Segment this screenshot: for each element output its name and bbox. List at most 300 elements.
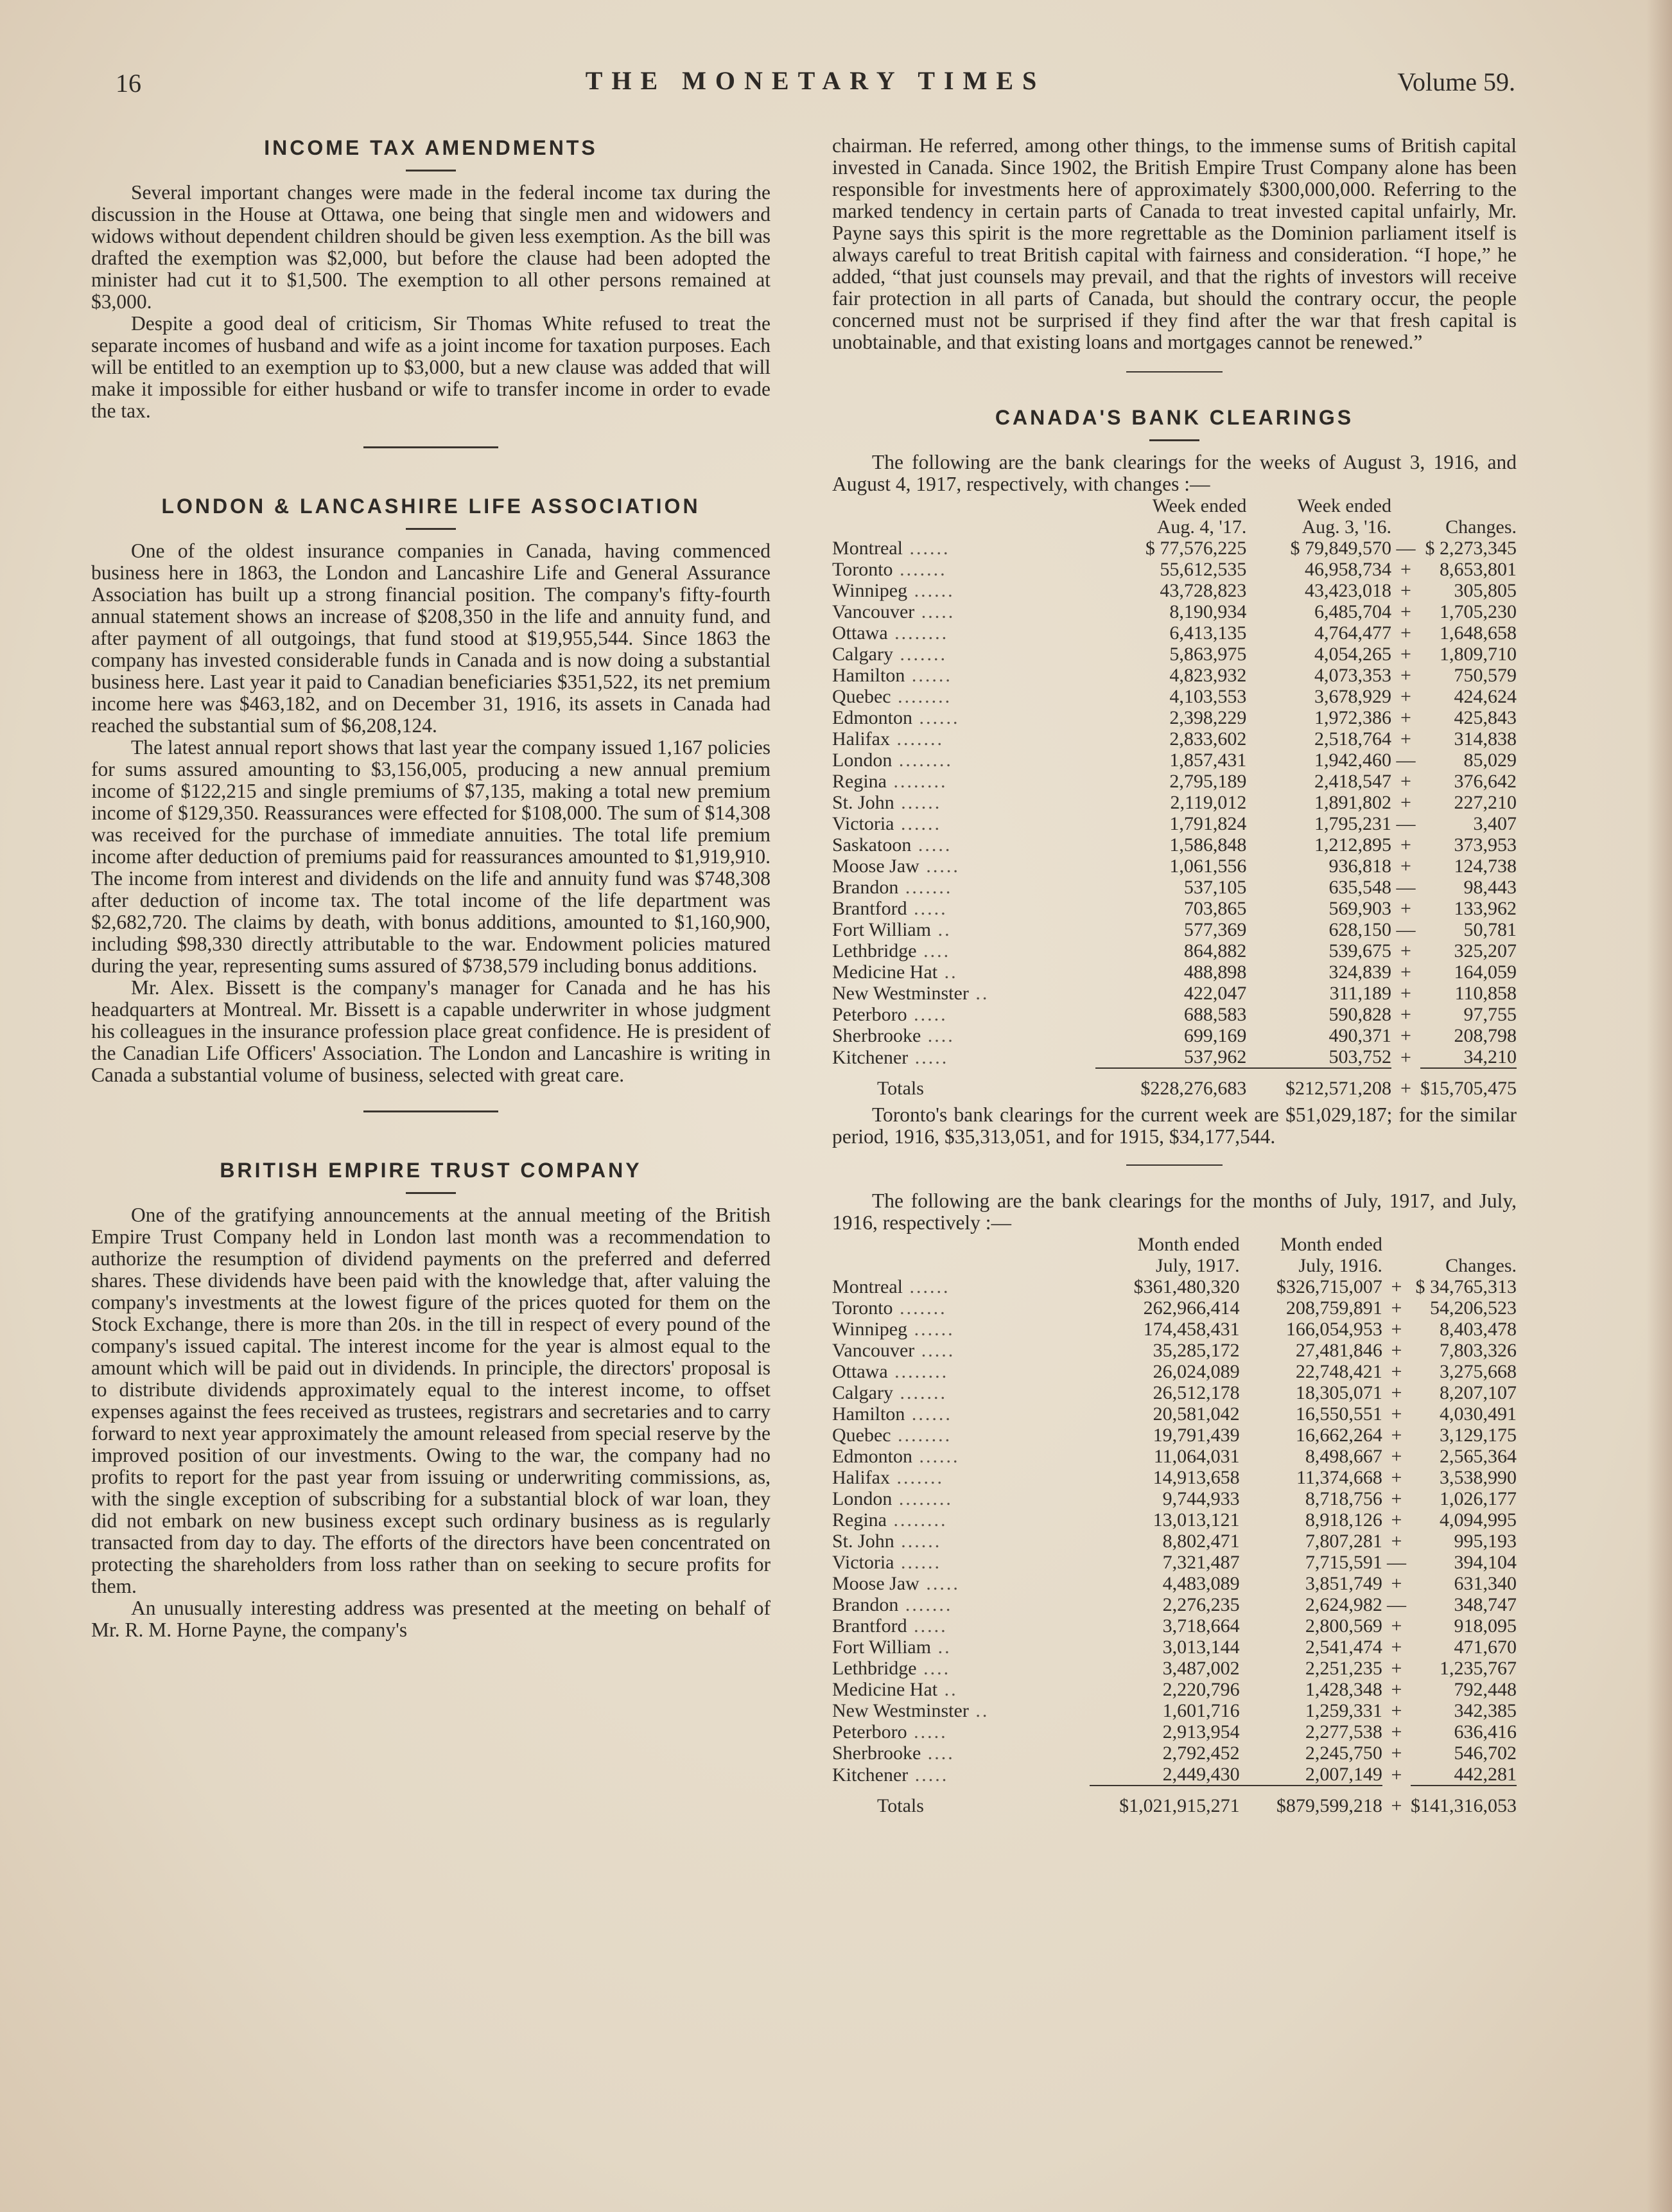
income-tax-paragraph-1: Several important changes were made in the federal income tax during the discussion in the House at Ottawa, one being that single men and widowers and widows without dependent children should be given less exemption. As the bill was drafted the exemption was $2,000, but before the clause had been adopted the minister had cut it to $1,500. The exemption to all other persons remained at $3,000. (91, 181, 771, 313)
change-value-cell: 8,403,478 (1440, 1319, 1517, 1340)
change-value-cell: 97,755 (1463, 1004, 1517, 1025)
current-value-cell: 26,512,178 (1153, 1382, 1240, 1403)
current-value-cell: 488,898 (1183, 961, 1247, 983)
city-name: Moose Jaw (832, 1573, 919, 1594)
monthly-intro: The following are the bank clearings for the months of July, 1917, and July, 1916, respectively :— (832, 1189, 1517, 1234)
page-spine-shadow (1646, 0, 1672, 2212)
table-row (832, 1764, 1517, 1786)
city-cell (832, 1425, 1090, 1446)
table-row (832, 1509, 1517, 1531)
city-cell (832, 856, 1095, 877)
change-sign-cell: + (1400, 644, 1411, 665)
table-row (832, 1573, 1517, 1594)
change-sign-cell: + (1391, 1764, 1402, 1786)
leader-dots: ....... (893, 559, 947, 580)
city-name: Calgary (832, 1382, 893, 1403)
city-name: Toronto (832, 559, 893, 580)
current-value-cell: 43,728,823 (1160, 580, 1247, 601)
page-number: 16 (116, 69, 141, 98)
current-value-cell: 174,458,431 (1143, 1319, 1240, 1340)
prior-value-cell: 635,548 (1328, 877, 1392, 898)
totals-change: $141,316,053 (1411, 1795, 1517, 1816)
prior-value-cell: 936,818 (1328, 856, 1392, 877)
leader-dots: .... (921, 1742, 955, 1764)
city-cell (832, 792, 1095, 813)
change-sign-cell: + (1400, 1004, 1411, 1025)
city-name: London (832, 1488, 893, 1509)
prior-value-cell: 2,418,547 (1314, 771, 1392, 792)
city-name: Vancouver (832, 601, 915, 622)
city-name: Calgary (832, 644, 893, 665)
city-cell (832, 1573, 1090, 1594)
current-value-cell: 537,105 (1183, 877, 1247, 898)
city-name: St. John (832, 1531, 894, 1552)
current-value-cell: 7,321,487 (1162, 1552, 1240, 1573)
title-rule (406, 170, 456, 171)
prior-value-cell: 1,428,348 (1305, 1679, 1382, 1700)
change-value-cell: 4,030,491 (1440, 1403, 1517, 1425)
income-tax-paragraph-2: Despite a good deal of criticism, Sir Thomas White refused to treat the separate incomes of husband and wife as a joint income for taxation purposes. Each will be entitled to an exemption up to $3,000, but a new clause was added that will make it impossible for either husband or wife to transfer income in order to evade the tax. (91, 312, 771, 422)
leader-dots: .. (937, 1679, 958, 1700)
current-value-cell: 19,791,439 (1153, 1425, 1240, 1446)
leader-dots: ....... (893, 1297, 947, 1319)
change-sign-cell: + (1391, 1679, 1402, 1700)
city-cell (832, 1764, 1090, 1786)
current-value-cell: 537,962 (1095, 1046, 1246, 1068)
city-cell (832, 1046, 1095, 1068)
totals-row (832, 1786, 1517, 1816)
table-row (832, 877, 1517, 898)
city-name: New Westminster (832, 1700, 969, 1721)
current-value-cell: 422,047 (1183, 983, 1247, 1004)
table-header-row (832, 1255, 1517, 1276)
left-column (91, 135, 771, 1641)
prior-value-cell: 46,958,734 (1305, 559, 1392, 580)
city-name: Hamilton (832, 1403, 905, 1425)
change-sign-cell: — (1396, 919, 1416, 940)
city-cell (832, 1025, 1095, 1046)
city-cell (832, 728, 1095, 750)
change-sign-cell: + (1391, 1276, 1402, 1297)
table-row (832, 1467, 1517, 1488)
city-cell (832, 1637, 1090, 1658)
running-header (116, 59, 1515, 98)
change-value-cell: 227,210 (1454, 792, 1517, 813)
change-value-cell: 792,448 (1454, 1679, 1517, 1700)
table-row (832, 1658, 1517, 1679)
leader-dots: ...... (912, 1446, 960, 1467)
current-value-cell: 1,857,431 (1169, 750, 1247, 771)
change-value-cell: 918,095 (1454, 1615, 1517, 1637)
city-cell (832, 919, 1095, 940)
prior-value-cell: 27,481,846 (1295, 1340, 1382, 1361)
prior-value-cell: 8,918,126 (1305, 1509, 1382, 1531)
leader-dots: .. (968, 983, 989, 1004)
table-row (832, 559, 1517, 580)
table-row (832, 1361, 1517, 1382)
table-row (832, 1594, 1517, 1615)
table-row (832, 1700, 1517, 1721)
city-name: St. John (832, 792, 894, 813)
current-value-cell: 262,966,414 (1143, 1297, 1240, 1319)
change-value-cell: 133,962 (1454, 898, 1517, 919)
column-header (1420, 495, 1517, 516)
city-name: Edmonton (832, 707, 912, 728)
section-divider (1126, 371, 1223, 373)
city-cell (832, 1700, 1090, 1721)
city-name: Halifax (832, 1467, 890, 1488)
change-value-cell: $ 34,765,313 (1415, 1276, 1517, 1297)
city-name: Ottawa (832, 1361, 888, 1382)
prior-value-cell: 590,828 (1328, 1004, 1392, 1025)
table-row (832, 1679, 1517, 1700)
change-value-cell: 34,210 (1420, 1046, 1517, 1068)
city-cell (832, 1382, 1090, 1403)
london-lancashire-paragraph-3: Mr. Alex. Bissett is the company's manager for Canada and he has his headquarters at Montreal. Mr. Bissett is a capable underwriter in whose judgment his colleagues in the insurance profession place great confidence. He is president of the Canadian Life Officers' Association. The London and Lancashire is writing in Canada a substantial volume of business, selected with great care. (91, 976, 771, 1086)
change-value-cell: 7,803,326 (1440, 1340, 1517, 1361)
change-value-cell: 394,104 (1454, 1552, 1517, 1573)
leader-dots: ..... (908, 1764, 949, 1786)
city-name: Peterboro (832, 1721, 907, 1742)
city-cell (832, 1594, 1090, 1615)
city-cell (832, 1679, 1090, 1700)
leader-dots: ....... (893, 644, 947, 665)
prior-value-cell: 7,715,591 (1305, 1552, 1382, 1573)
change-value-cell: 124,738 (1454, 856, 1517, 877)
british-empire-paragraph-1: One of the gratifying announcements at the annual meeting of the British Empire Trust Company held in London last month was a recommendation to authorize the resumption of dividend payments on the preferred and deferred shares. These dividends have been paid with the knowledge that, after valuing the company's investments at the lowest figure of the prices quoted for them on the Stock Exchange, there is more than 20s. in the till in respect of every pound of the company's issued capital. The interest income for the year is almost equal to the amount which will be paid out in dividends. In principle, the directors' proposal is to distribute dividends approximately equal to the interest income, to offset expenses against the fees received as trustees, registrars and secretaries and to carry forward to next year approximately the amount released from special reserve by the improved position of our investments. Owing to the war, the company had no profits to report for the past year from issuing or underwriting commissions, as, with the single exception of subscribing for a substantial block of war loan, they did not embark on new business except such ordinary business as is regularly transacted from day to day. The efforts of the directors have been concentrated on protecting the shareholders from loss rather than on seeking to secure profits for them. (91, 1204, 771, 1597)
leader-dots: ....... (893, 1382, 947, 1403)
change-value-cell: 8,653,801 (1440, 559, 1517, 580)
table-row (832, 856, 1517, 877)
section-divider (363, 1110, 498, 1112)
prior-value-cell: 8,718,756 (1305, 1488, 1382, 1509)
city-name: Regina (832, 1509, 887, 1531)
change-sign-cell: + (1391, 1319, 1402, 1340)
change-value-cell: 3,407 (1473, 813, 1517, 834)
change-sign-cell: + (1400, 728, 1411, 750)
prior-value-cell: 22,748,421 (1295, 1361, 1382, 1382)
leader-dots: .... (916, 1658, 951, 1679)
city-name: Victoria (832, 1552, 894, 1573)
prior-value-cell: 628,150 (1328, 919, 1392, 940)
city-cell (832, 1446, 1090, 1467)
leader-dots: ........ (892, 1488, 953, 1509)
current-value-cell: $ 77,576,225 (1145, 538, 1247, 559)
prior-value-cell: 1,972,386 (1314, 707, 1392, 728)
prior-value-cell: 2,624,982 (1305, 1594, 1382, 1615)
leader-dots: .. (937, 961, 958, 983)
table-row (832, 1615, 1517, 1637)
current-value-cell: 699,169 (1183, 1025, 1247, 1046)
change-value-cell: 442,281 (1411, 1764, 1517, 1786)
table-row (832, 1446, 1517, 1467)
change-value-cell: 98,443 (1463, 877, 1517, 898)
change-value-cell: 376,642 (1454, 771, 1517, 792)
city-name: Fort William (832, 1637, 932, 1658)
column-header: Month ended (1280, 1234, 1382, 1255)
table-row (832, 1531, 1517, 1552)
current-value-cell: 11,064,031 (1153, 1446, 1240, 1467)
city-cell (832, 580, 1095, 601)
leader-dots: ........ (887, 622, 949, 644)
weekly-clearings-table (832, 495, 1517, 1099)
change-value-cell: 85,029 (1463, 750, 1517, 771)
change-value-cell: 636,416 (1454, 1721, 1517, 1742)
change-value-cell: 750,579 (1454, 665, 1517, 686)
current-value-cell: 2,119,012 (1170, 792, 1247, 813)
column-header: Week ended (1297, 495, 1392, 516)
leader-dots: ...... (902, 538, 950, 559)
prior-value-cell: 1,891,802 (1314, 792, 1392, 813)
change-sign-cell: — (1396, 538, 1416, 559)
prior-value-cell: $ 79,849,570 (1290, 538, 1392, 559)
leader-dots: .... (916, 940, 951, 961)
leader-dots: ........ (891, 1425, 952, 1446)
change-value-cell: 373,953 (1454, 834, 1517, 856)
city-name: London (832, 750, 893, 771)
current-value-cell: 2,220,796 (1162, 1679, 1240, 1700)
leader-dots: ..... (907, 898, 948, 919)
current-value-cell: 8,190,934 (1169, 601, 1247, 622)
prior-value-cell: 1,795,231 (1314, 813, 1392, 834)
current-value-cell: 26,024,089 (1153, 1361, 1240, 1382)
prior-value-cell: 539,675 (1328, 940, 1392, 961)
column-header: Changes. (1445, 1255, 1517, 1276)
city-name: Medicine Hat (832, 961, 938, 983)
city-cell (832, 686, 1095, 707)
change-sign-cell: + (1391, 1446, 1402, 1467)
prior-value-cell: 4,054,265 (1314, 644, 1392, 665)
change-sign-cell: + (1391, 1467, 1402, 1488)
leader-dots: ..... (914, 601, 955, 622)
table-row (832, 1297, 1517, 1319)
prior-value-cell: 4,073,353 (1314, 665, 1392, 686)
city-name: Vancouver (832, 1340, 915, 1361)
city-cell (832, 601, 1095, 622)
city-cell (832, 1531, 1090, 1552)
table-header-row (832, 1234, 1517, 1255)
income-tax-title: INCOME TAX AMENDMENTS (264, 136, 598, 159)
change-sign-cell: + (1391, 1297, 1402, 1319)
totals-prior: $212,571,208 (1285, 1078, 1392, 1099)
prior-value-cell: 311,189 (1329, 983, 1392, 1004)
bank-clearings-title: CANADA'S BANK CLEARINGS (995, 406, 1354, 429)
current-value-cell: 2,276,235 (1162, 1594, 1240, 1615)
change-sign-cell: + (1391, 1700, 1402, 1721)
leader-dots: ...... (894, 813, 941, 834)
change-value-cell: 3,129,175 (1440, 1425, 1517, 1446)
prior-value-cell: 1,942,460 (1314, 750, 1392, 771)
change-sign-cell: + (1400, 898, 1411, 919)
change-sign-cell: + (1400, 792, 1411, 813)
current-value-cell: 577,369 (1183, 919, 1247, 940)
change-value-cell: 54,206,523 (1430, 1297, 1517, 1319)
change-value-cell: 1,705,230 (1440, 601, 1517, 622)
city-name: Winnipeg (832, 580, 908, 601)
city-name: Edmonton (832, 1446, 912, 1467)
leader-dots: ..... (911, 834, 952, 856)
leader-dots: .. (931, 1637, 952, 1658)
table-row (832, 1340, 1517, 1361)
section-divider (363, 446, 498, 448)
prior-value-cell: 43,423,018 (1305, 580, 1392, 601)
current-value-cell: 3,013,144 (1162, 1637, 1240, 1658)
change-sign-cell: — (1396, 877, 1416, 898)
city-cell (832, 1615, 1090, 1637)
change-sign-cell: + (1400, 1025, 1411, 1046)
city-cell (832, 877, 1095, 898)
table-row (832, 644, 1517, 665)
change-sign-cell: + (1391, 1531, 1402, 1552)
city-cell (832, 1552, 1090, 1573)
prior-value-cell: 7,807,281 (1305, 1531, 1382, 1552)
leader-dots: ..... (919, 856, 960, 877)
totals-prior: $879,599,218 (1276, 1795, 1382, 1816)
leader-dots: ........ (892, 750, 953, 771)
table-row (832, 728, 1517, 750)
prior-value-cell: 2,800,569 (1305, 1615, 1382, 1637)
change-sign-cell: + (1391, 1340, 1402, 1361)
current-value-cell: 2,792,452 (1162, 1742, 1240, 1764)
prior-value-cell: 16,550,551 (1295, 1403, 1382, 1425)
current-value-cell: 3,718,664 (1162, 1615, 1240, 1637)
city-name: Sherbrooke (832, 1742, 921, 1764)
city-name: Montreal (832, 1276, 903, 1297)
current-value-cell: 2,795,189 (1169, 771, 1247, 792)
current-value-cell: 2,833,602 (1169, 728, 1247, 750)
column-header: Week ended (1152, 495, 1247, 516)
column-header: Changes. (1445, 516, 1517, 538)
prior-value-cell: 1,212,895 (1314, 834, 1392, 856)
city-cell (832, 1004, 1095, 1025)
table-row (832, 1403, 1517, 1425)
prior-value-cell: 3,678,929 (1314, 686, 1392, 707)
leader-dots: ..... (907, 1615, 948, 1637)
city-name: Halifax (832, 728, 890, 750)
table-row (832, 1488, 1517, 1509)
column-header: Month ended (1137, 1234, 1240, 1255)
current-value-cell: 3,487,002 (1162, 1658, 1240, 1679)
city-name: Ottawa (832, 622, 888, 644)
change-sign-cell: — (1386, 1552, 1406, 1573)
table-row (832, 771, 1517, 792)
city-cell (832, 1361, 1090, 1382)
table-row (832, 1721, 1517, 1742)
table-row (832, 1025, 1517, 1046)
change-sign-cell: — (1386, 1594, 1406, 1615)
change-sign-cell: + (1400, 559, 1411, 580)
column-header: Aug. 4, '17. (1156, 516, 1247, 538)
table-row (832, 1046, 1517, 1068)
city-cell (832, 538, 1095, 559)
leader-dots: ...... (907, 1319, 955, 1340)
change-sign-cell: + (1400, 983, 1411, 1004)
change-value-cell: 325,207 (1454, 940, 1517, 961)
city-name: Lethbridge (832, 940, 917, 961)
city-cell (832, 834, 1095, 856)
table-row (832, 622, 1517, 644)
city-name: Moose Jaw (832, 856, 919, 877)
table-row (832, 1637, 1517, 1658)
city-name: Quebec (832, 1425, 891, 1446)
current-value-cell: 1,586,848 (1169, 834, 1247, 856)
column-header: Aug. 3, '16. (1302, 516, 1392, 538)
current-value-cell: 1,061,556 (1169, 856, 1247, 877)
volume-label: Volume 59. (1397, 67, 1515, 96)
city-name: Lethbridge (832, 1658, 917, 1679)
table-header-row (832, 495, 1517, 516)
city-cell (832, 1340, 1090, 1361)
leader-dots: ..... (908, 1046, 949, 1068)
weekly-intro: The following are the bank clearings for the weeks of August 3, 1916, and August 4, 1917, respectively, with changes :— (832, 451, 1517, 495)
city-cell (832, 665, 1095, 686)
change-value-cell: 348,747 (1454, 1594, 1517, 1615)
city-cell (832, 1721, 1090, 1742)
city-cell (832, 771, 1095, 792)
leader-dots: ..... (907, 1721, 948, 1742)
totals-current: $228,276,683 (1140, 1078, 1247, 1099)
city-name: Kitchener (832, 1046, 909, 1068)
leader-dots: ...... (912, 707, 960, 728)
change-sign-cell: + (1400, 707, 1411, 728)
city-name: Brandon (832, 877, 899, 898)
leader-dots: .. (931, 919, 952, 940)
prior-value-cell: 324,839 (1328, 961, 1392, 983)
change-sign-cell: + (1400, 834, 1411, 856)
change-value-cell: 546,702 (1454, 1742, 1517, 1764)
current-value-cell: 8,802,471 (1162, 1531, 1240, 1552)
british-empire-paragraph-3: chairman. He referred, among other things, to the immense sums of British capital invested in Canada. Since 1902, the British Empire Trust Company alone has been responsible for investments here of approximately $300,000,000. Referring to the marked tendency in certain parts of Canada to treat invested capital unfairly, Mr. Payne says this spirit is the more regrettable as the Dominion parliament itself is always careful to treat British capital with fairness and consideration. “I hope,” he added, “that just counsels may prevail, and that the rights of investors will receive fair protection in all parts of Canada, but should the contrary occur, the people concerned must not be surprised if they find after the war that fresh capital is unobtainable, and that existing loans and mortgages cannot be renewed.” (832, 134, 1517, 353)
prior-value-cell: 18,305,071 (1295, 1382, 1382, 1403)
leader-dots: ........ (886, 1509, 948, 1531)
prior-value-cell: 1,259,331 (1305, 1700, 1382, 1721)
leader-dots: ...... (907, 580, 955, 601)
table-row (832, 919, 1517, 940)
prior-value-cell: 2,245,750 (1305, 1742, 1382, 1764)
change-sign-cell: + (1391, 1509, 1402, 1531)
prior-value-cell: 2,541,474 (1305, 1637, 1382, 1658)
prior-value-cell: 8,498,667 (1305, 1446, 1382, 1467)
city-name: Kitchener (832, 1764, 909, 1786)
totals-label: Totals (877, 1077, 924, 1099)
city-cell (832, 1509, 1090, 1531)
prior-value-cell: 2,518,764 (1314, 728, 1392, 750)
table-row (832, 707, 1517, 728)
leader-dots: .... (921, 1025, 955, 1046)
change-sign-cell: + (1400, 940, 1411, 961)
current-value-cell: 4,483,089 (1162, 1573, 1240, 1594)
leader-dots: ...... (902, 1276, 950, 1297)
prior-value-cell: 569,903 (1328, 898, 1392, 919)
change-value-cell: 305,805 (1454, 580, 1517, 601)
change-value-cell: 424,624 (1454, 686, 1517, 707)
current-value-cell: 20,581,042 (1153, 1403, 1240, 1425)
city-cell (832, 1467, 1090, 1488)
city-name: Toronto (832, 1297, 893, 1319)
change-sign-cell: + (1400, 856, 1411, 877)
leader-dots: ...... (894, 1552, 941, 1573)
change-sign-cell: + (1400, 580, 1411, 601)
change-value-cell: 2,565,364 (1440, 1446, 1517, 1467)
city-name: Brantford (832, 898, 907, 919)
leader-dots: ........ (887, 1361, 949, 1382)
table-row (832, 1319, 1517, 1340)
current-value-cell: 1,601,716 (1162, 1700, 1240, 1721)
current-value-cell: 35,285,172 (1153, 1340, 1240, 1361)
prior-value-cell: 503,752 (1246, 1046, 1391, 1068)
table-row (832, 792, 1517, 813)
journal-title: THE MONETARY TIMES (585, 66, 1046, 95)
